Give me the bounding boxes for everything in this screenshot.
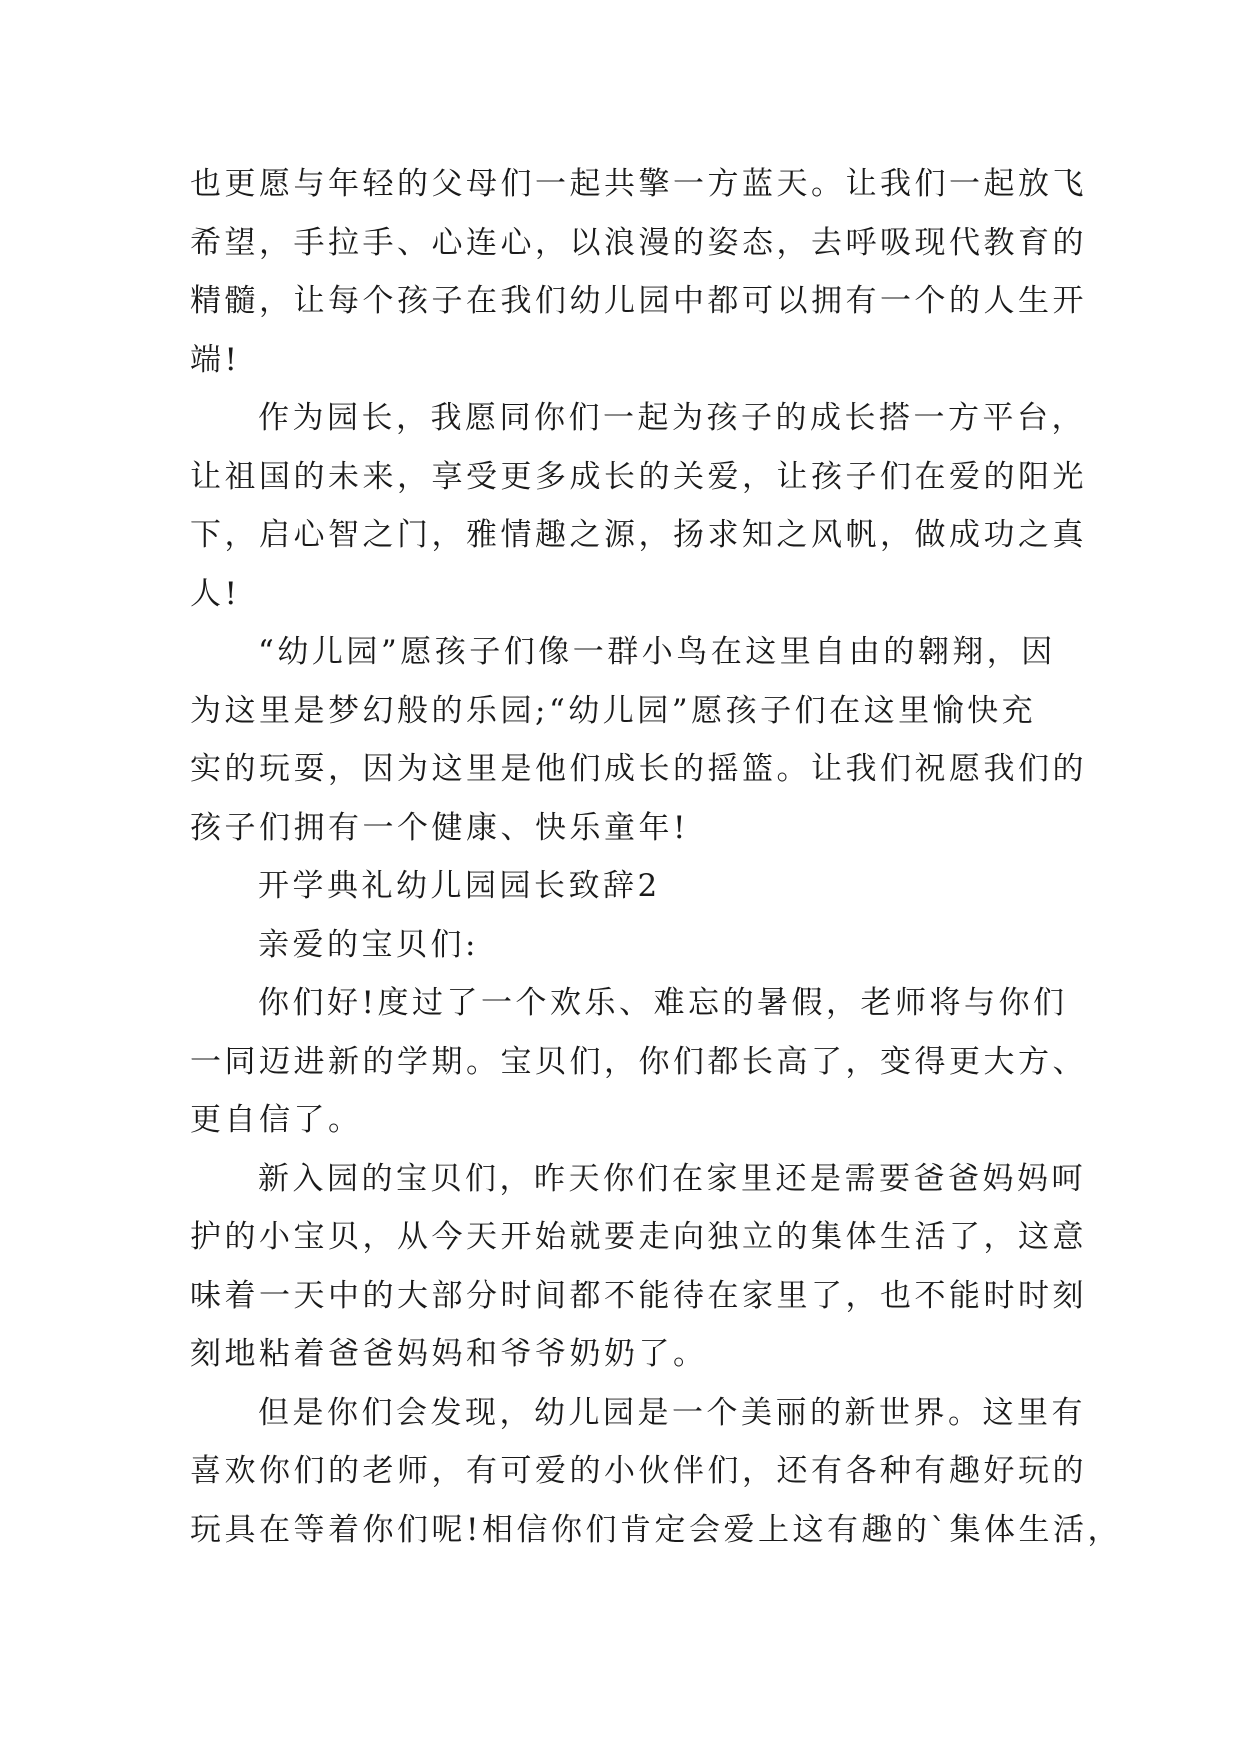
paragraph-first-line: 你们好!度过了一个欢乐、难忘的暑假，老师将与你们	[258, 985, 1068, 1021]
paragraph-first-line: “幼儿园”愿孩子们像一群小鸟在这里自由的翱翔，因	[258, 634, 1056, 670]
text-line: 喜欢你们的老师，有可爱的小伙伴们，还有各种有趣好玩的	[190, 1453, 1087, 1489]
text-line: 实的玩耍，因为这里是他们成长的摇篮。让我们祝愿我们的	[190, 751, 1087, 787]
salutation: 亲爱的宝贝们:	[258, 926, 479, 963]
text-line: 也更愿与年轻的父母们一起共擎一方蓝天。让我们一起放飞	[190, 166, 1087, 202]
text-line: 为这里是梦幻般的乐园;“幼儿园”愿孩子们在这里愉快充	[190, 692, 1037, 729]
text-line: 味着一天中的大部分时间都不能待在家里了，也不能时时刻	[190, 1277, 1087, 1314]
text-line: 人!	[190, 575, 241, 612]
paragraph-first-line: 但是你们会发现，幼儿园是一个美丽的新世界。这里有	[258, 1394, 1086, 1431]
text-line: 端!	[190, 341, 241, 378]
paragraph-first-line: 作为园长，我愿同你们一起为孩子的成长搭一方平台，	[258, 400, 1086, 436]
text-line: 刻地粘着爸爸妈妈和爷爷奶奶了。	[190, 1336, 708, 1372]
body-text	[190, 155, 1122, 1559]
text-line: 玩具在等着你们呢!相信你们肯定会爱上这有趣的`集体生活，	[190, 1511, 1122, 1548]
text-line: 希望，手拉手、心连心，以浪漫的姿态，去呼吸现代教育的	[190, 224, 1087, 261]
text-line: 让祖国的未来，享受更多成长的关爱，让孩子们在爱的阳光	[190, 458, 1087, 495]
text-line: 孩子们拥有一个健康、快乐童年!	[190, 809, 689, 846]
text-line: 更自信了。	[190, 1102, 363, 1138]
text-line: 精髓，让每个孩子在我们幼儿园中都可以拥有一个的人生开	[190, 283, 1087, 319]
text-line: 下，启心智之门，雅情趣之源，扬求知之风帆，做成功之真	[190, 517, 1087, 553]
text-line: 一同迈进新的学期。宝贝们，你们都长高了，变得更大方、	[190, 1043, 1087, 1080]
section-heading: 开学典礼幼儿园园长致辞2	[258, 868, 661, 904]
text-line: 护的小宝贝，从今天开始就要走向独立的集体生活了，这意	[190, 1219, 1087, 1255]
paragraph-first-line: 新入园的宝贝们，昨天你们在家里还是需要爸爸妈妈呵	[258, 1160, 1086, 1197]
